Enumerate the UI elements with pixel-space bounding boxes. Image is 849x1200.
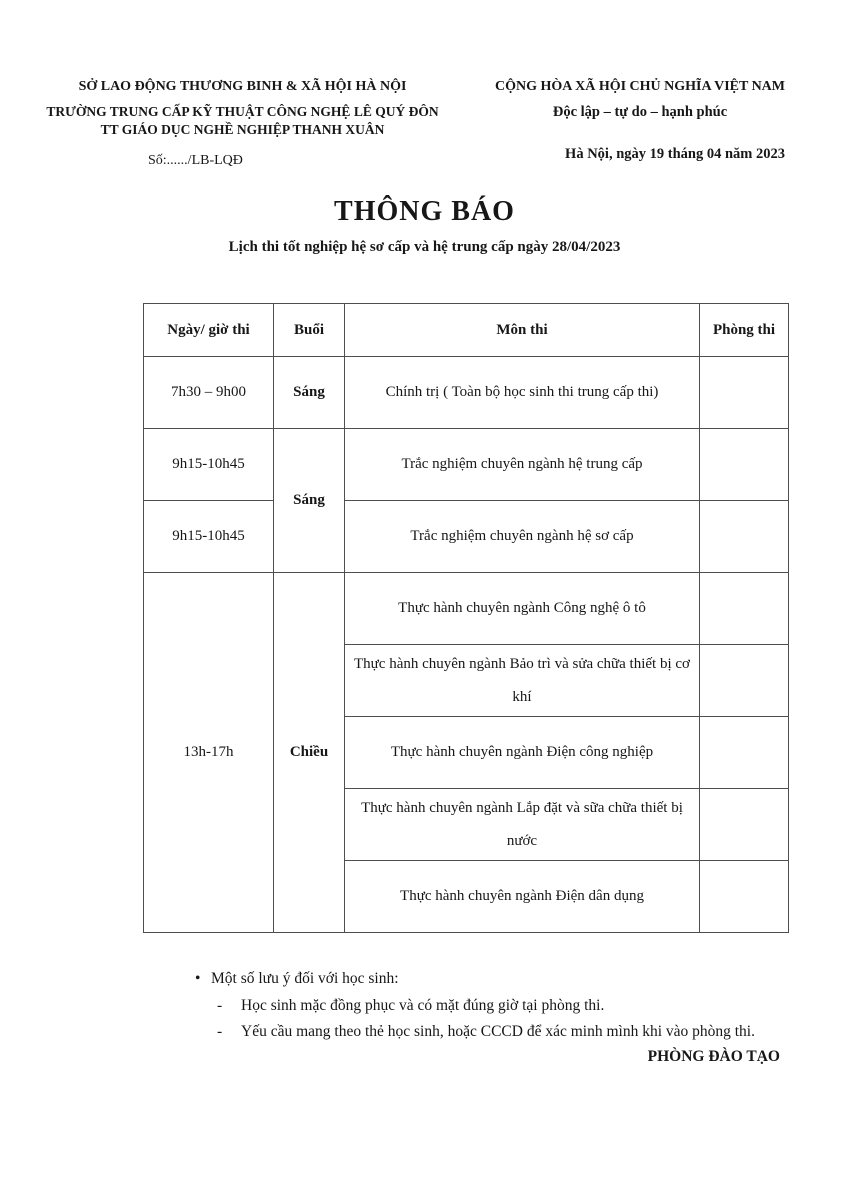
page-subtitle: Lịch thi tốt nghiệp hệ sơ cấp và hệ trung cấp ngày 28/04/2023 — [228, 239, 621, 255]
exam-room — [700, 501, 789, 573]
national-title: CỘNG HÒA XÃ HỘI CHỦ NGHĨA VIỆT NAM — [494, 79, 785, 94]
exam-room — [700, 357, 789, 429]
exam-time: 7h30 – 9h00 — [144, 357, 274, 429]
column-header-time: Ngày/ giờ thi — [144, 304, 274, 357]
exam-room — [700, 861, 789, 933]
exam-subject: Trắc nghiệm chuyên ngành hệ sơ cấp — [345, 501, 700, 573]
dash-icon: - — [217, 1023, 223, 1040]
place-date-line: Hà Nội, ngày 19 tháng 04 năm 2023 — [565, 146, 785, 162]
exam-subject: Thực hành chuyên ngành Lắp đặt và sữa chữa thiết bị nước — [345, 789, 700, 861]
note-intro-line — [185, 968, 785, 989]
exam-room — [700, 645, 789, 717]
exam-time: 9h15-10h45 — [144, 501, 274, 573]
exam-session: Sáng — [274, 429, 345, 573]
page-title: THÔNG BÁO — [334, 196, 515, 227]
exam-table-body — [144, 357, 789, 933]
table-row — [144, 429, 789, 501]
note-item1-text: Học sinh mặc đồng phục và có mặt đúng giờ tại phòng thi. — [241, 997, 605, 1014]
exam-time: 9h15-10h45 — [144, 429, 274, 501]
issuing-org-block — [30, 78, 455, 170]
exam-room — [700, 717, 789, 789]
table-row — [144, 501, 789, 573]
exam-session: Sáng — [274, 357, 345, 429]
note-item2-text: Yếu cầu mang theo thẻ học sinh, hoặc CCCD để xác minh mình khi vào phòng thi. — [241, 1023, 755, 1040]
note-item-line — [185, 995, 785, 1016]
national-motto-block — [465, 78, 815, 163]
column-header-subject: Môn thi — [345, 304, 700, 357]
exam-time: 13h-17h — [144, 573, 274, 933]
org-center-name: TT GIÁO DỤC NGHỀ NGHIỆP THANH XUÂN — [100, 122, 385, 137]
dash-icon: - — [217, 997, 223, 1014]
exam-subject: Thực hành chuyên ngành Điện dân dụng — [345, 861, 700, 933]
document-number: Số:....../LB-LQĐ — [148, 153, 243, 168]
table-header — [144, 304, 789, 357]
exam-room — [700, 429, 789, 501]
signature-department: PHÒNG ĐÀO TẠO — [647, 1048, 780, 1065]
exam-subject: Chính trị ( Toàn bộ học sinh thi trung cấp thi) — [345, 357, 700, 429]
org-school-name: TRƯỜNG TRUNG CẤP KỸ THUẬT CÔNG NGHỆ LÊ QUÝ ĐÔN — [46, 104, 439, 119]
exam-subject: Thực hành chuyên ngành Bảo trì và sửa chữa thiết bị cơ khí — [345, 645, 700, 717]
table-row — [144, 357, 789, 429]
org-parent-name: SỞ LAO ĐỘNG THƯƠNG BINH & XÃ HỘI HÀ NỘI — [78, 79, 407, 94]
bullet-icon: • — [195, 970, 201, 987]
notes-section — [185, 968, 785, 1066]
column-header-session: Buổi — [274, 304, 345, 357]
national-motto: Độc lập – tự do – hạnh phúc — [552, 104, 728, 120]
table-row — [144, 573, 789, 645]
exam-subject: Thực hành chuyên ngành Điện công nghiệp — [345, 717, 700, 789]
note-item-line — [185, 1021, 785, 1042]
exam-room — [700, 573, 789, 645]
table-header-row — [144, 304, 789, 357]
exam-subject: Thực hành chuyên ngành Công nghệ ô tô — [345, 573, 700, 645]
exam-schedule-table — [143, 303, 789, 933]
exam-session: Chiều — [274, 573, 345, 933]
column-header-room: Phòng thi — [700, 304, 789, 357]
exam-room — [700, 789, 789, 861]
exam-subject: Trắc nghiệm chuyên ngành hệ trung cấp — [345, 429, 700, 501]
note-intro-text: Một số lưu ý đối với học sinh: — [211, 970, 399, 987]
